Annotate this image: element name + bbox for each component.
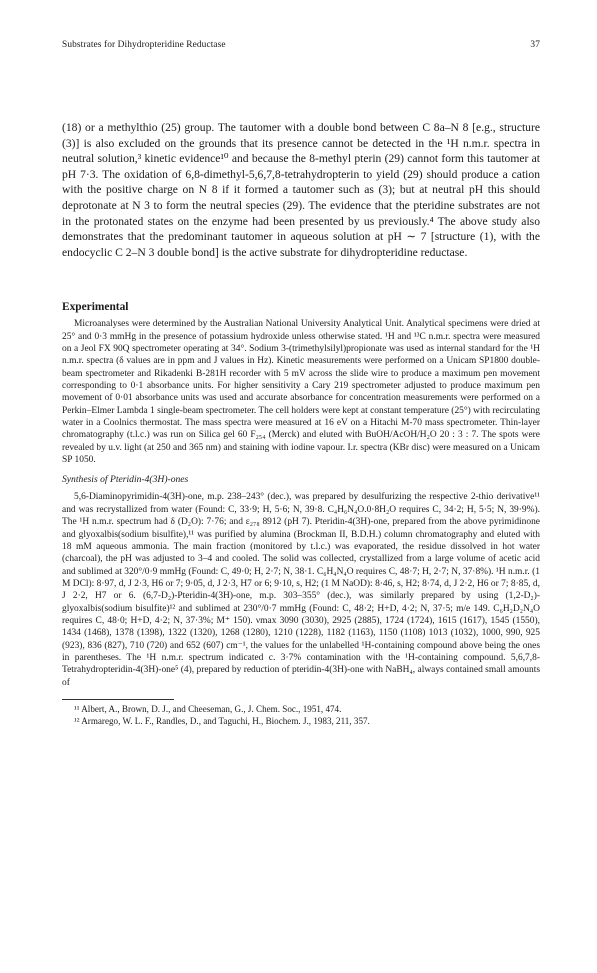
footnotes [62, 704, 540, 727]
synthesis-paragraph: 5,6-Diaminopyrimidin-4(3H)-one, m.p. 238–243° (dec.), was prepared by desulfurizing the respective 2-thio derivative¹¹ and was recrystallized from water (Found: C, 33·9; H, 5·6; N, 39·8. C₄H₆N₄O.0·8H₂O requires C, 34·2; H, 5·5; N, 39·9%). The ¹H n.m.r. spectrum had δ (D₂O): 7·76; and ε₂₇₈ 8912 (pH 7). Pteridin-4(3H)-one, prepared from the above pyrimidinone and glyoxalbis(sodium bisulfite),¹¹ was purified by alumina (Brockman II, B.D.H.) column chromatography and eluted with 18 mM aqueous ammonia. The main fraction (monitored by t.l.c.) was evaporated, the residue dissolved in hot water (charcoal), the pH was adjusted to 3–4 and cooled. The solid was collected, crystallized from a large volume of acetic acid and sublimed at 320°/0·9 mmHg (Found: C, 49·0; H, 2·7; N, 38·1. C₆H₄N₄O requires C, 48·7; H, 2·7; N, 37·8%). ¹H n.m.r. (1 M DCl): 8·97, d, J 2·3, H6 or 7; 9·05, d, J 2·3, H7 or 6; 9·10, s, H2; (1 M NaOD): 8·46, s, H2; 8·74, d, J 2·2, H6 or 7; 8·85, d, J 2·2, H7 or 6. (6,7-D₂)-Pteridin-4(3H)-one, m.p. 303–355° (dec.), was similarly prepared by using (1,2-D₂)-glyoxalbis(sodium bisulfite)¹² and sublimed at 230°/0·7 mmHg (Found: C, 48·2; H+D, 4·2; N, 37·5; m/e 149. C₆H₂D₂N₄O requires C, 48·0; H+D, 4·2; N, 37·3%; M⁺ 150). νmax 3090 (3030), 2925 (2885), 1724 (1724), 1615 (1617), 1545 (1550), 1434 (1468), 1378 (1398), 1322 (1320), 1268 (1280), 1210 (1228), 1182 (1163), 1150 (1108) 1013 (1032), 1000, 990, 925 (923), 836 (827), 710 (720) and 652 (607) cm⁻¹, the values for the unlabelled ¹H-containing compound above being the ones in parentheses. The ¹H n.m.r. spectrum indicated c. 3·7% contamination with the ¹H-containing compound. 5,6,7,8-Tetrahydropteridin-4(3H)-one⁵ (4), prepared by reduction of pteridin-4(3H)-one with NaBH₄, always contained small amounts of [62, 492, 540, 688]
intro-paragraph: (18) or a methylthio (25) group. The tautomer with a double bond between C 8a–N 8 [e.g., structure (3)] is also excluded on the grounds that its presence cannot be detected in the ¹H n.m.r. spectra in neutral solution,³ kinetic evidence¹⁰ and because the 8-methyl pterin (29) cannot form this tautomer at pH 7·3. The oxidation of 6,8-dimethyl-5,6,7,8-tetrahydropterin to yield (29) should produce a cation with the positive charge on N 8 if it formed a tautomer such as (3); but at neutral pH this should deprotonate at N 3 to form the neutral species (29). The evidence that the pteridine substrates are not in the protonated states on the enzyme had been presented by us previously.⁴ The above study also demonstrates that the predominant tautomer in aqueous solution at pH ∼ 7 [structure (1), with the endocyclic C 2–N 3 double bond] is the active substrate for dihydropteridine reductase. [62, 121, 540, 259]
page-number: 37 [530, 40, 540, 50]
experimental-section [62, 318, 540, 466]
intro-text [62, 120, 540, 260]
journal-page [62, 40, 540, 727]
running-header [62, 40, 540, 54]
footnote-12: ¹² Armarego, W. L. F., Randles, D., and Taguchi, H., Biochem. J., 1983, 211, 357. [74, 715, 370, 726]
footnote-11: ¹¹ Albert, A., Brown, D. J., and Cheeseman, G., J. Chem. Soc., 1951, 474. [74, 703, 342, 714]
running-title: Substrates for Dihydropteridine Reductase [62, 40, 226, 50]
subheading-synthesis: Synthesis of Pteridin-4(3H)-ones [62, 474, 189, 486]
experimental-paragraph: Microanalyses were determined by the Australian National University Analytical Unit. Analytical specimens were dried at 25° and 0·3 mmHg in the presence of potassium hydroxide unless otherwise stated. ¹H and ¹³C n.m.r. spectra were measured on a Jeol FX 90Q spectrometer operating at 34°. Sodium 3-(trimethylsilyl)propionate was used as internal standard for the ¹H n.m.r. spectra (δ values are in ppm and J values in Hz). Kinetic measurements were performed on a Unicam SP1800 double-beam spectrometer and Rikadenki B-281H recorder with 5 mV across the slide wire to produce a maximum pen movement corresponding to 0·1 absorbance units. For higher sensitivity a Cary 219 spectrometer adjusted to produce maximum pen movement of 0·01 absorbance units was used and accurate absorbance for concentration measurements were performed on a Perkin–Elmer Lambda 1 single-beam spectrometer. The cell holders were kept at constant temperature (25°) with recirculating water in a Coolnics thermostat. The mass spectra were measured at 16 eV on a Hitachi M-70 mass spectrometer. Thin-layer chromatography (t.l.c.) was run on Silica gel 60 F₂₅₄ (Merck) and eluted with BuOH/AcOH/H₂O 20 : 3 : 7. The spots were revealed by u.v. light (at 250 and 365 nm) and staining with iodine vapour. I.r. spectra (KBr disc) were measured on a Unicam SP 1050. [62, 319, 540, 466]
synthesis-section [62, 491, 540, 689]
footnote-rule [62, 699, 174, 700]
section-heading-experimental: Experimental [62, 301, 129, 314]
